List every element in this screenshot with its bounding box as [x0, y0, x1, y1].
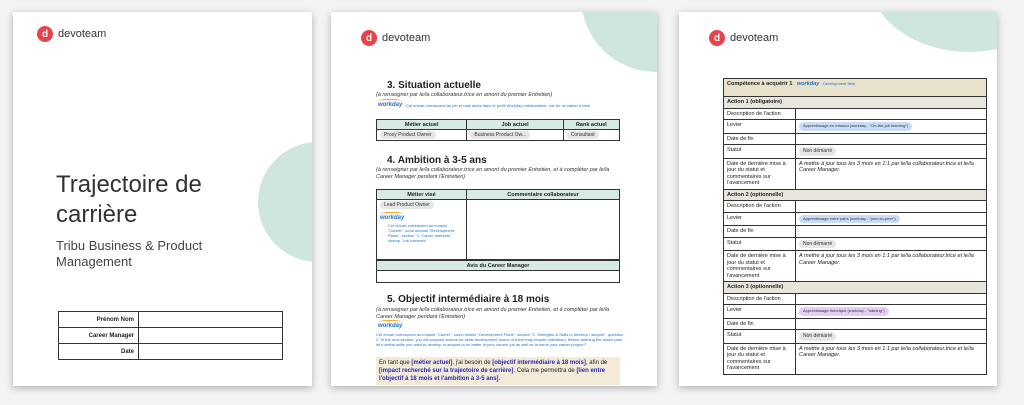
label-description: Description de l'action — [724, 108, 796, 120]
description-cell[interactable] — [796, 201, 987, 213]
box-text: , afin de — [585, 360, 608, 366]
col-rank: Rank actuel — [563, 120, 619, 130]
logo-text: devoteam — [58, 28, 107, 40]
levier-chip[interactable]: Apprentissage théorique (workday - "training") — [799, 307, 889, 316]
situation-table — [376, 119, 620, 141]
action-2-title: Action 2 (optionnelle) — [724, 189, 987, 201]
decor-circle — [869, 12, 997, 52]
field-career-manager: Career Manager — [59, 328, 139, 344]
ambition-table — [376, 189, 620, 260]
cover-subtitle: Tribu Business & Product Management — [56, 238, 203, 269]
avis-cell[interactable] — [377, 271, 620, 283]
mise-a-jour-text: A mettre à jour tous les 3 mois en 1:1 par le/la collaborateur.trice et le/la Career Manager. — [796, 343, 987, 374]
workday-logo: workday — [796, 81, 820, 87]
competence-title: Compétence à acquérir 1 — [727, 81, 793, 87]
workday-note: Cet encart correspond au module "Career", sous module "Development Plans", section "1. Career Interests", champ "Job Interests" — [388, 223, 455, 243]
description-cell[interactable] — [796, 108, 987, 120]
date-fin-cell[interactable] — [796, 318, 987, 330]
workday-note: Development Item — [822, 81, 856, 86]
section-4-note: (à renseigner par le/la collaborateur.trice en amont du premier Entretien, et à compléter par le/la Career Manager pendant l'Entretien) — [376, 167, 610, 180]
label-description: Description de l'action — [724, 201, 796, 213]
col-commentaire: Commentaire collaborateur — [467, 190, 620, 200]
field-date: Date — [59, 344, 139, 360]
page-situation — [331, 12, 657, 386]
cover-page — [13, 12, 312, 386]
label-statut: Statut — [724, 330, 796, 344]
box-placeholder: [lien entre l'objectif à 18 mois et l'ambition à 3-5 ans] — [379, 368, 606, 382]
field-value — [139, 328, 283, 344]
label-date-fin: Date de fin — [724, 133, 796, 145]
workday-note: Cet encart correspond au job et rank actés dans le profil Workday collaborateur, voir de ce cahier à faire. — [406, 103, 592, 108]
section-4-heading: 4. Ambition à 3-5 ans — [387, 155, 487, 166]
mise-a-jour-text: A mettre à jour tous les 3 mois en 1:1 par le/la collaborateur.trice et le/la Career Manager. — [796, 251, 987, 282]
label-mise-a-jour: Date de dernière mise à jour du statut et commentaires sur l'avancement — [724, 158, 796, 189]
mise-a-jour-text: A mettre à jour tous les 3 mois en 1:1 par le/la collaborateur.trice et le/la Career Manager. — [796, 158, 987, 189]
logo-text: devoteam — [730, 32, 779, 44]
label-statut: Statut — [724, 237, 796, 251]
col-metier: Métier actuel — [377, 120, 467, 130]
field-value — [139, 312, 283, 328]
field-value — [139, 344, 283, 360]
field-name: Prénom Nom — [59, 312, 139, 328]
date-fin-cell[interactable] — [796, 133, 987, 145]
section-3-heading: 3. Situation actuelle — [387, 80, 481, 91]
workday-logo: workday — [378, 323, 403, 329]
label-levier: Levier — [724, 212, 796, 226]
label-levier: Levier — [724, 305, 796, 319]
metier-vise-chip[interactable]: Lead Product Owner — [380, 201, 434, 209]
description-cell[interactable] — [796, 293, 987, 305]
logo-text: devoteam — [382, 32, 431, 44]
objective-box[interactable] — [376, 357, 620, 385]
competence-table — [723, 78, 987, 375]
brand-logo — [709, 30, 778, 46]
logo-mark: d — [709, 30, 725, 46]
box-text: , j'ai besoin de — [452, 360, 493, 366]
box-text: En tant que — [379, 360, 412, 366]
box-text: . Cela me permettra de — [513, 368, 577, 374]
statut-chip[interactable]: Non démarré — [799, 332, 836, 341]
box-placeholder: [métier actuel] — [411, 360, 453, 366]
box-placeholder: [objectif intermédiaire à 18 mois] — [492, 360, 586, 366]
job-chip[interactable]: Business Product Ow... — [470, 131, 530, 139]
date-fin-cell[interactable] — [796, 226, 987, 238]
label-date-fin: Date de fin — [724, 226, 796, 238]
decor-circle — [581, 12, 657, 72]
brand-logo — [361, 30, 430, 46]
label-date-fin: Date de fin — [724, 318, 796, 330]
logo-mark: d — [37, 26, 53, 42]
box-text: . — [498, 376, 501, 382]
label-description: Description de l'action — [724, 293, 796, 305]
workday-logo: workday — [380, 215, 405, 221]
page-competences — [679, 12, 997, 386]
col-metier-vise: Métier visé — [377, 190, 467, 200]
competence-header — [724, 79, 987, 97]
avis-header: Avis du Career Manager — [377, 261, 620, 271]
label-mise-a-jour: Date de dernière mise à jour du statut et commentaires sur l'avancement — [724, 343, 796, 374]
workday-logo: workday — [378, 102, 403, 108]
label-statut: Statut — [724, 145, 796, 159]
statut-chip[interactable]: Non démarré — [799, 147, 836, 156]
action-3-title: Action 3 (optionnelle) — [724, 282, 987, 294]
section-5-note: (à renseigner par le/la collaborateur.trice en amont du premier Entretien, et à compléter par le/la Career Manager pendant l'Entretien) — [376, 307, 610, 320]
brand-logo — [37, 26, 106, 42]
section-3-note: (à renseigner par le/la collaborateur.trice en amont du premier Entretien) — [376, 92, 553, 98]
col-job: Job actuel — [467, 120, 563, 130]
avis-table — [376, 260, 620, 283]
levier-chip[interactable]: Apprentissage entre pairs (workday - "peer-to-peer") — [799, 215, 900, 224]
section-5-heading: 5. Objectif intermédiaire à 18 mois — [387, 294, 550, 305]
label-mise-a-jour: Date de dernière mise à jour du statut et commentaires sur l'avancement — [724, 251, 796, 282]
label-levier: Levier — [724, 120, 796, 134]
commentaire-cell[interactable] — [467, 200, 620, 260]
cover-title: Trajectoire de carrière — [56, 171, 202, 228]
logo-mark: d — [361, 30, 377, 46]
cover-info-table — [58, 311, 283, 360]
levier-chip[interactable]: Apprentissage en mission (workday - "On-the-job learning") — [799, 122, 912, 131]
action-1-title: Action 1 (obligatoire) — [724, 97, 987, 109]
statut-chip[interactable]: Non démarré — [799, 240, 836, 249]
metier-chip[interactable]: Proxy Product Owner — [380, 131, 436, 139]
rank-chip[interactable]: Consultant — [567, 131, 599, 139]
workday-note: Cet encart correspond au module "Career", sous module "Development Plans", section "2. Strengths & Skills to develop / acquire", question 2 "In the next section, you will propose actions for skills development (some of them may require validation). Before defining the action plan, let's define skills you want to develop or acquire to do better in your current job as well as to serve your career project?" — [376, 332, 624, 347]
box-placeholder: [impact recherché sur la trajectoire de carrière] — [379, 368, 514, 374]
